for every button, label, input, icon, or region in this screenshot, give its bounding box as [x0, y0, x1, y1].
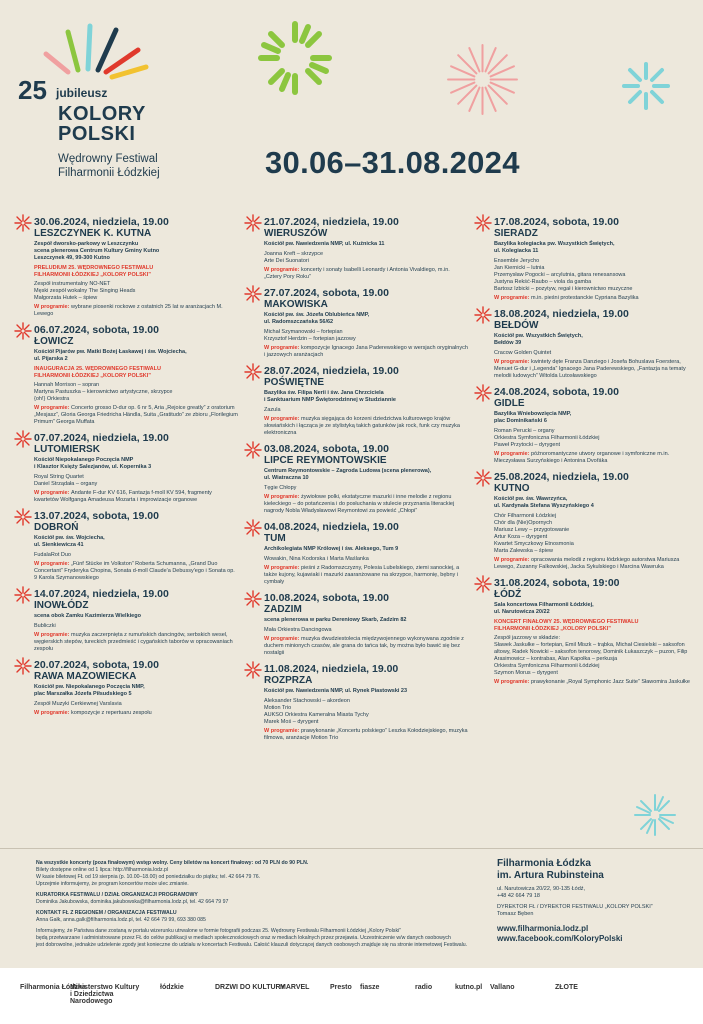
event-city: LIPCE REYMONTOWSKIE — [264, 455, 387, 466]
program-label: W programie: — [494, 557, 531, 563]
festival-name-line2: POLSKI — [58, 123, 136, 145]
footer-contact — [497, 858, 687, 944]
jubilee-label: jubileusz — [56, 86, 108, 100]
footer-info-line: jest dobrowolne, jednakże udzielenie zgody jest konieczne do udziału w koncertach Festiwalu. Całość klauzuli dotyczącej danych osobowych znajduje się na stronie internetowej Festiwalu. — [36, 942, 468, 948]
event-city: RAWA MAZOWIECKA — [34, 671, 137, 682]
event-program: W programie: żywiołowe polki, ekstatyczne mazurki i inne melodie z regionu kieleckiego – do potańczenia i do posłuchania w stulecie przyznania literackiej nagrody Nobla Władysławowi Reymontowi za powieść „Chłopi” — [264, 494, 455, 514]
event-star-icon — [244, 661, 262, 679]
event-item — [478, 577, 698, 686]
event-star-icon — [14, 508, 32, 526]
event-date: 25.08.2024, niedziela, 19.00 — [494, 471, 629, 483]
event-venue: Zespół dworsko-parkowy w Leszczynku scena plenerowa Centrum Kultury Gminy Kutno Leszczynek 49, 99-300 Kutno — [34, 241, 160, 261]
event-date: 11.08.2024, niedziela, 19.00 — [264, 663, 399, 675]
event-item — [248, 663, 468, 742]
event-star-icon — [14, 430, 32, 448]
program-label: W programie: — [34, 304, 71, 310]
event-star-icon — [14, 214, 32, 232]
event-item — [248, 216, 468, 281]
event-program: W programie: opracowania melodii z regionu łódzkiego autorstwa Mariusza Lewego, Zuzanny Falkowskiej, Jacka Sykulskiego i Marcina Wawruka — [494, 557, 680, 570]
event-program: W programie: pieśni z Radomszczyzny, Polesia Lubelskiego, ziemi sanockiej, a także kujony, kujawiaki i mazurki zaaranżowane na skrzypce, harmonię, bębny i cymbały — [264, 565, 460, 585]
event-star-icon — [474, 384, 492, 402]
event-date: 07.07.2024, niedziela, 19.00 — [34, 432, 169, 444]
festival-subtitle — [58, 152, 160, 180]
event-performers: Zespół instrumentalny NO-NET Męski zespół wokalny The Singing Heads Małgorzata Hutek – śpiew — [34, 281, 136, 301]
event-date: 20.07.2024, sobota, 19.00 — [34, 659, 159, 671]
event-program: W programie: koncerty i sonaty Isabelli Leonardy i Antonia Vivaldiego, m.in. „Cztery Pory Roku” — [264, 267, 450, 280]
event-city: BEŁDÓW — [494, 320, 539, 331]
partner-logo: DRZWI DO KULTURY — [215, 984, 285, 991]
event-program: W programie: kwintety dęte Franza Danziego i Josefa Bohuslava Foerstera, Menuet G-dur i „Legenda” Ignacego Jana Paderewskiego, „Fantazja na tematy melodii ludowych” Witolda Lutosławskiego — [494, 359, 686, 379]
event-star-icon — [14, 657, 32, 675]
footer-info — [36, 860, 476, 949]
teal-burst-bottom-icon — [632, 792, 678, 838]
event-performers: Ensemble Jerycho Jan Kiernicki – lutnia Przemysław Pogocki – arcylutnia, gitara renesansowa Justyna Rekść-Raubo – viola da gamba Bartosz Izbicki – pozytyw, regał i kierownictwo muzyczne — [494, 258, 633, 292]
website-link[interactable]: www.filharmonia.lodz.pl — [497, 924, 589, 933]
program-label: W programie: — [264, 565, 301, 571]
partner-logo: Vallano — [490, 984, 515, 991]
festival-subtitle-line1: Wędrowny Festiwal — [58, 153, 158, 165]
event-performers: Cracow Golden Quintet — [494, 350, 552, 356]
partner-logo: fiasze — [360, 984, 380, 991]
partner-logo: ZŁOTE — [555, 984, 578, 991]
event-program: W programie: kompozycje Ignacego Jana Paderewskiego w wersjach oryginalnych i jazzowych aranżacjach — [264, 345, 468, 358]
event-date: 10.08.2024, sobota, 19.00 — [264, 592, 389, 604]
event-date: 30.06.2024, niedziela, 19.00 — [34, 216, 169, 228]
program-label: W programie: — [264, 416, 301, 422]
footer-info-line: KONTAKT FŁ Z REGIONEM / ORGANIZACJA FESTIWALU — [36, 910, 177, 916]
event-date: 14.07.2024, niedziela, 19.00 — [34, 588, 169, 600]
event-date: 27.07.2024, sobota, 19.00 — [264, 287, 389, 299]
event-star-icon — [244, 519, 262, 537]
event-performers: Royal String Quartet Daniel Strządała – organy — [34, 474, 98, 487]
event-city: ŁOWICZ — [34, 336, 74, 347]
event-venue: Bazylika św. Filipa Nerii i św. Jana Chrzciciela i Sanktuarium NMP Świętorodzinnej w Studziannie — [264, 390, 396, 403]
event-program: W programie: muzyka dwudziestolecia międzywojennego wykonywana zgodnie z duchem minionych czasów, ale grana do tańca tak, by można było bawić się bez nostalgii — [264, 636, 464, 656]
event-star-icon — [14, 586, 32, 604]
event-performers: Zazula — [264, 407, 281, 413]
program-label: W programie: — [264, 728, 301, 734]
event-city: INOWŁÓDZ — [34, 600, 89, 611]
event-program: W programie: kompozycje z repertuaru zespołu — [34, 710, 152, 716]
partner-logo: MARVEL — [280, 984, 310, 991]
footer-info-line: będą przetwarzane i administrowane przez FŁ do celów publikacji w mediach społecznościowych oraz w mediach lokalnych przez przejawia. Uczestniczenie w/w danych osobowych — [36, 935, 451, 941]
partner-logo: Presto — [330, 984, 352, 991]
event-program: W programie: prawykonanie „Royal Symphonic Jazz Suite” Sławomira Jaskułke — [494, 679, 690, 685]
teal-burst-icon — [620, 60, 672, 112]
event-star-icon — [474, 306, 492, 324]
event-venue: Kościół pw. Nawiedzenia NMP, ul. Kuźnicka 11 — [264, 241, 385, 247]
program-label: W programie: — [34, 632, 71, 638]
event-date: 04.08.2024, niedziela, 19.00 — [264, 521, 399, 533]
event-performers: Chór Filharmonii Łódzkiej Chór dla (Nie)Opornych Mariusz Lewy – przygotowanie Artur Koza – dyrygent Kwartet Smyczkowy Etnosmonia Marta Zalewska – śpiew — [494, 513, 574, 554]
event-performers: Aleksander Stachowski – akordeon Motion Trio AUKSO Orkiestra Kameralna Miasta Tychy Marek Moś – dyrygent — [264, 698, 369, 725]
event-date: 21.07.2024, niedziela, 19.00 — [264, 216, 399, 228]
partner-logo: łódzkie — [160, 984, 184, 991]
partner-logo: Ministerstwo Kultury i Dziedzictwa Narodowego — [70, 984, 140, 1005]
program-label: W programie: — [494, 295, 531, 301]
footer-info-line: W kasie biletowej FŁ od 19 sierpnia (p. 10.00–18.00) od poniedziałku do piątku; tel. 42 664 79 76. — [36, 874, 261, 880]
event-venue: Kościół pw. Wszystkich Świętych, Bełdów 39 — [494, 333, 583, 346]
partner-logo: Filharmonia Łódzka — [20, 984, 86, 991]
event-city: POŚWIĘTNE — [264, 377, 325, 388]
partner-logo: kutno.pl — [455, 984, 483, 991]
event-date: 18.08.2024, niedziela, 19.00 — [494, 308, 629, 320]
program-label: W programie: — [494, 451, 531, 457]
event-date: 28.07.2024, niedziela, 19.00 — [264, 365, 399, 377]
event-performers: Hannah Morrison – sopran Martyna Pastuszka – kierownictwo artystyczne, skrzypce {oh!} Orkiestra — [34, 382, 173, 402]
program-label: W programie: — [264, 267, 301, 273]
footer-info-line: Na wszystkie koncerty (poza finałowym) wstęp wolny. Ceny biletów na koncert finałowy: od 70 PLN do 90 PLN. — [36, 860, 309, 866]
event-performers: FudalaRot Duo — [34, 552, 71, 558]
festival-name-line1: KOLORY — [58, 103, 146, 125]
event-program: W programie: muzyka zaczerpnięta z rumuńskich dancingów, serbskich wesel, węgierskich stepów, tureckich przedmieść i cygańskich taborów w opracowaniach zespołu — [34, 632, 233, 652]
event-item — [18, 216, 238, 318]
event-city: KUTNO — [494, 483, 530, 494]
event-city: ZADZIM — [264, 604, 302, 615]
event-item — [478, 216, 698, 302]
event-venue: Bazylika kolegiacka pw. Wszystkich Świętych, ul. Kolegiacka 11 — [494, 241, 615, 254]
program-label: W programie: — [264, 345, 301, 351]
event-venue: Bazylika Wniebowzięcia NMP, plac Dominikański 6 — [494, 411, 572, 424]
program-label: W programie: — [494, 679, 531, 685]
event-venue: Kościół pw. św. Józefa Oblubieńca NMP, ul. Radomszczańska 56/62 — [264, 312, 370, 325]
event-star-icon — [244, 590, 262, 608]
event-venue: Kościół pw. św. Wojciecha, ul. Sienkiewicza 41 — [34, 535, 105, 548]
pink-burst-icon — [445, 42, 520, 117]
event-venue: Kościół pw. św. Wawrzyńca, ul. Kardynała Stefana Wyszyńskiego 4 — [494, 496, 594, 509]
event-performers: Zespół jazzowy w składzie: Sławek Jaskułke – fortepian, Emil Miszk – trąbka, Michał Ciesielski – saksofon altowy, Radek Nowicki – saksofon tenorowy, Dominik Łukaszczyk – puzon, Filip Arasimowicz – kontrabas, Alan Kapołka – perkusja Orkiestra Symfoniczna Filharmonii Łódzkiej Szymon Morus – dyrygent — [494, 635, 688, 676]
event-highlight: KONCERT FINAŁOWY 25. WĘDROWNEGO FESTIWALU FILHARMONII ŁÓDZKIEJ „KOLORY POLSKI” — [494, 619, 639, 632]
event-city: TUM — [264, 533, 286, 544]
footer-divider — [0, 848, 703, 849]
event-item — [18, 588, 238, 653]
program-label: W programie: — [264, 636, 301, 642]
events-column-3 — [478, 216, 698, 692]
event-date: 24.08.2024, sobota, 19.00 — [494, 386, 619, 398]
org-phone: +48 42 664 79 18 — [497, 893, 540, 899]
footer-info-line: Uprzejmie informujemy, że program koncertów może ulec zmianie. — [36, 881, 189, 887]
event-item — [478, 471, 698, 571]
festival-subtitle-line2: Filharmonii Łódzkiej — [58, 167, 160, 179]
program-label: W programie: — [34, 710, 71, 716]
program-label: W programie: — [34, 490, 71, 496]
program-label: W programie: — [34, 405, 71, 411]
director-name: Tomasz Bęben — [497, 911, 534, 917]
event-city: DOBROŃ — [34, 522, 79, 533]
events-column-1 — [18, 216, 238, 723]
event-program: W programie: muzyka sięgająca do korzeni dziedzictwa kulturowego krajów słowiańskich i łącząca je ze stylistyką takich gatunków jak rock, funk czy muzyka elektroniczna — [264, 416, 460, 436]
facebook-link[interactable]: www.facebook.com/KoloryPolski — [497, 934, 623, 943]
program-label: W programie: — [264, 494, 301, 500]
event-date: 13.07.2024, sobota, 19.00 — [34, 510, 159, 522]
event-star-icon — [474, 575, 492, 593]
event-program: W programie: późnoromantyczne utwory organowe i symfoniczne m.in. Mieczysława Surzyńskiego i Antonina Dvořáka — [494, 451, 670, 464]
event-venue: Kościół pw. Nawiedzenia NMP, ul. Rynek Piastowski 23 — [264, 688, 408, 694]
event-venue: scena obok Zamku Kazimierza Wielkiego — [34, 613, 141, 619]
event-highlight: PRELUDIUM 25. WĘDROWNEGO FESTIWALU FILHARMONII ŁÓDZKIEJ „KOLORY POLSKI” — [34, 265, 154, 278]
event-city: LESZCZYNEK K. KUTNA — [34, 228, 152, 239]
event-program: W programie: „Fünf Stücke im Volkston” Roberta Schumanna, „Grand Duo Concertant” Fryderyka Chopina, Sonata d-moll Claude'a Debussy'ego i Sonata op. 9 Karola Szymanowskiego — [34, 561, 235, 581]
event-city: MAKOWISKA — [264, 299, 328, 310]
footer-info-line: Anna Gałk, anna.galk@filharmonia.lodz.pl, tel. 42 664 79 99, 693 380 085 — [36, 917, 206, 923]
program-label: W programie: — [494, 359, 531, 365]
partner-logo: radio — [415, 984, 433, 991]
event-venue: Kościół Pijarów pw. Matki Bożej Łaskawej i św. Wojciecha, ul. Pijarska 2 — [34, 349, 187, 362]
event-performers: Roman Perucki – organy Orkiestra Symfoniczna Filharmonii Łódzkiej Paweł Przytocki – dyrygent — [494, 428, 600, 448]
event-venue: Centrum Reymontowskie – Zagroda Ludowa (scena plenerowa), ul. Wiatraczna 10 — [264, 468, 432, 481]
event-star-icon — [474, 214, 492, 232]
event-performers: Bubliczki — [34, 623, 56, 629]
footer-info-line: Dominika Jakubowska, dominika.jakubowska@filharmonia.lodz.pl, tel. 42 664 79 97 — [36, 899, 229, 905]
event-item — [248, 287, 468, 359]
event-performers: Michał Szymanowski – fortepian Krzysztof Herdzin – fortepian jazzowy — [264, 329, 356, 342]
event-star-icon — [244, 441, 262, 459]
event-highlight: INAUGURACJA 25. WĘDROWNEGO FESTIWALU FILHARMONII ŁÓDZKIEJ „KOLORY POLSKI” — [34, 366, 161, 379]
festival-dates: 30.06–31.08.2024 — [265, 145, 520, 180]
festival-logo — [18, 22, 248, 172]
event-program: W programie: m.in. pieśni protestanckie Cypriana Bazylika — [494, 295, 639, 301]
footer-info-line: Informujemy, że Państwa dane zostaną w portalu wizerunku utrwalone w formie fotografii podczas 25. Wędrowny Festiwalu Filharmonii Łódzkiej „Kolory Polski” — [36, 928, 401, 934]
event-city: ŁÓDŹ — [494, 589, 522, 600]
program-label: W programie: — [34, 561, 71, 567]
event-star-icon — [474, 469, 492, 487]
event-item — [248, 521, 468, 586]
event-star-icon — [14, 322, 32, 340]
event-performers: Joanna Kreft – skrzypce Arte Dei Suonatori — [264, 251, 324, 264]
org-name-line2: im. Artura Rubinsteina — [497, 870, 604, 881]
event-date: 31.08.2024, sobota, 19:00 — [494, 577, 620, 589]
event-date: 17.08.2024, sobota, 19.00 — [494, 216, 619, 228]
footer-info-line: KURATORKA FESTIWALU / DZIAŁ ORGANIZACJI PROGRAMOWY — [36, 892, 198, 898]
event-date: 03.08.2024, sobota, 19.00 — [264, 443, 389, 455]
event-program: W programie: prawykonanie „Koncertu polskiego” Leszka Kołodziejskiego, muzyka filmowa, aranżacje Motion Trio — [264, 728, 468, 741]
event-program: W programie: Concerto grosso D-dur op. 6 nr 5, Aria „Rejoice greatly” z oratorium „Mesjasz”, Gloria Georga Friedricha Händla, Suita „Gratitudo” ze zbioru „Florilegium Primum” Georga Muffata — [34, 405, 238, 425]
event-city: LUTOMIERSK — [34, 444, 100, 455]
partner-logos-bar — [0, 968, 703, 1024]
event-item — [248, 443, 468, 515]
event-item — [18, 510, 238, 582]
logo-rays-icon — [38, 22, 178, 82]
event-item — [478, 386, 698, 465]
event-performers: Zespół Muzyki Cerkiewnej Varslavia — [34, 701, 122, 707]
event-performers: Tęgie Chłopy — [264, 485, 297, 491]
event-date: 06.07.2024, sobota, 19.00 — [34, 324, 159, 336]
event-venue: scena plenerowa w parku Dereniowy Skarb, Zadzim 82 — [264, 617, 407, 623]
event-city: ROZPRZA — [264, 675, 313, 686]
event-venue: Kościół Niepokalanego Poczęcia NMP i Klasztor Księży Salezjanów, ul. Kopernika 3 — [34, 457, 152, 470]
event-program: W programie: wybrane piosenki rockowe z ostatnich 25 lat w aranżacjach M. Lewego — [34, 304, 223, 317]
event-venue: Kościół pw. Niepokalanego Poczęcia NMP, plac Marszałka Józefa Piłsudskiego 5 — [34, 684, 145, 697]
director-role: DYREKTOR FŁ / DYREKTOR FESTIWALU „KOLORY POLSKI” — [497, 904, 653, 910]
event-item — [248, 365, 468, 437]
event-venue: Archikolegiata NMP Królowej i św. Aleksego, Tum 9 — [264, 546, 399, 552]
event-city: WIERUSZÓW — [264, 228, 328, 239]
festival-name — [58, 104, 146, 144]
jubilee-number: 25 — [18, 75, 47, 105]
events-column-2 — [248, 216, 468, 748]
event-item — [478, 308, 698, 380]
event-item — [18, 659, 238, 717]
event-star-icon — [244, 285, 262, 303]
event-program: W programie: Andante F-dur KV 616, Fantazja f-moll KV 594, fragmenty kwartetów Wolfganga Amadeusa Mozarta i improwizacje organowe — [34, 490, 212, 503]
event-performers: Wowakin, Nina Kodorska i Marta Maślanka — [264, 556, 369, 562]
event-venue: Sala koncertowa Filharmonii Łódzkiej, ul. Narutowicza 20/22 — [494, 602, 594, 615]
event-performers: Mała Orkiestra Dancingowa — [264, 627, 332, 633]
event-item — [18, 324, 238, 426]
event-item — [18, 432, 238, 504]
org-name-line1: Filharmonia Łódzka — [497, 858, 591, 869]
event-item — [248, 592, 468, 657]
footer-info-line: Bilety dostępne online od 1 lipca: http://filharmonia.lodz.pl — [36, 867, 169, 873]
event-star-icon — [244, 363, 262, 381]
event-city: SIERADZ — [494, 228, 538, 239]
event-star-icon — [244, 214, 262, 232]
green-burst-icon — [255, 18, 335, 98]
event-city: GIDLE — [494, 398, 525, 409]
org-address: ul. Narutowicza 20/22, 90-135 Łódź, — [497, 886, 586, 892]
